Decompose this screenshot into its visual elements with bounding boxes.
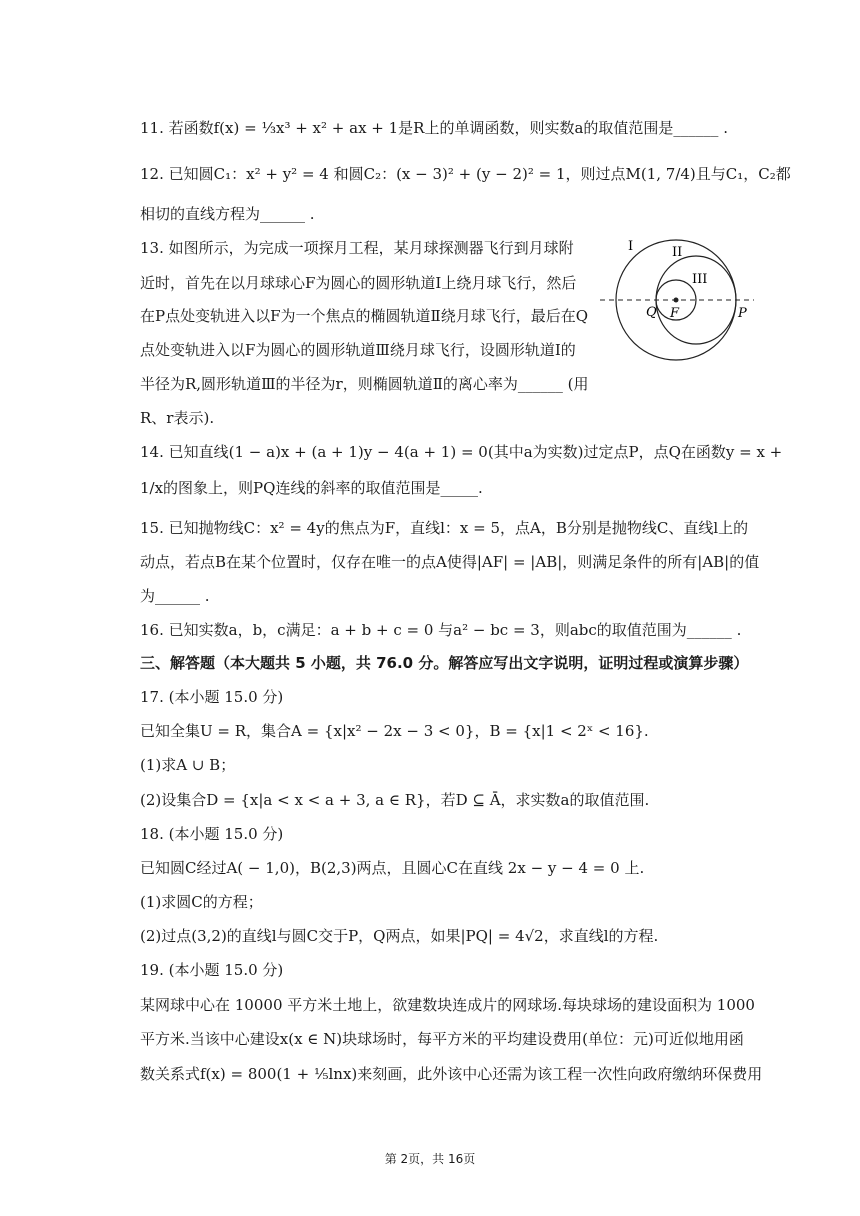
q19-line1: 某网球中心在 10000 平方米土地上，欲建数块连成片的网球场.每块球场的建设面积为 1000 <box>140 996 755 1014</box>
q18-header: 18. (本小题 15.0 分) <box>140 825 284 843</box>
q14-line2: 1/x的图象上，则PQ连线的斜率的取值范围是_____. <box>140 479 483 497</box>
label-I: I <box>628 239 634 254</box>
label-Q: Q <box>646 305 657 320</box>
q18-part1: (1)求圆C的方程； <box>140 893 263 911</box>
q11: 11. 若函数f(x) = ⅓x³ + x² + ax + 1是R上的单调函数，则实数a的取值范围是______ . <box>140 119 728 137</box>
label-III: III <box>692 272 708 287</box>
q19-line3: 数关系式f(x) = 800(1 + ⅕lnx)来刻画，此外该中心还需为该工程一次性向政府缴纳环保费用 <box>140 1065 763 1083</box>
q16: 16. 已知实数a，b，c满足：a + b + c = 0 与a² − bc = 3，则abc的取值范围为______ . <box>140 621 742 639</box>
label-F: F <box>670 306 680 321</box>
section-heading: 三、解答题（本大题共 5 小题，共 76.0 分。解答应写出文字说明，证明过程或演算步骤） <box>140 654 749 672</box>
q17-stem: 已知全集U = R，集合A = {x|x² − 2x − 3 < 0}，B = {x|1 < 2ˣ < 16}. <box>140 722 649 740</box>
q18-part2: (2)过点(3,2)的直线l与圆C交于P，Q两点，如果|PQ| = 4√2，求直线l的方程. <box>140 927 659 945</box>
q19-header: 19. (本小题 15.0 分) <box>140 961 284 979</box>
q13-line4: 点处变轨进入以F为圆心的圆形轨道Ⅲ绕月球飞行，设圆形轨道Ⅰ的 <box>140 341 576 359</box>
q19-line2: 平方米.当该中心建设x(x ∈ N)块球场时，每平方米的平均建设费用(单位：元)可近似地用函 <box>140 1030 744 1048</box>
orbit-diagram <box>596 230 756 370</box>
q15-line2: 动点，若点B在某个位置时，仅存在唯一的点A使得|AF| = |AB|，则满足条件的所有|AB|的值 <box>140 553 760 571</box>
q13-line1: 13. 如图所示，为完成一项探月工程，某月球探测器飞行到月球附 <box>140 239 574 257</box>
q13-line2: 近时，首先在以月球球心F为圆心的圆形轨道Ⅰ上绕月球飞行，然后 <box>140 274 577 292</box>
q17-part1: (1)求A ∪ B； <box>140 756 236 774</box>
q17-part2: (2)设集合D = {x|a < x < a + 3, a ∈ R}，若D ⊆ Ā，求实数a的取值范围. <box>140 791 650 809</box>
q12-line1: 12. 已知圆C₁：x² + y² = 4 和圆C₂：(x − 3)² + (y − 2)² = 1，则过点M(1, 7/4)且与C₁，C₂都 <box>140 165 791 183</box>
focus-point <box>674 298 679 303</box>
q13-line3: 在P点处变轨进入以F为一个焦点的椭圆轨道Ⅱ绕月球飞行，最后在Q <box>140 307 588 325</box>
label-P: P <box>738 306 747 321</box>
q12-line2: 相切的直线方程为______ . <box>140 205 315 223</box>
page-footer: 第 2页，共 16页 <box>384 1152 476 1166</box>
q14-line1: 14. 已知直线(1 − a)x + (a + 1)y − 4(a + 1) = 0(其中a为实数)过定点P，点Q在函数y = x + <box>140 443 783 461</box>
q17-header: 17. (本小题 15.0 分) <box>140 688 284 706</box>
q13-line5: 半径为R,圆形轨道Ⅲ的半径为r，则椭圆轨道Ⅱ的离心率为______ (用 <box>140 375 589 393</box>
q18-stem: 已知圆C经过A( − 1,0)，B(2,3)两点，且圆心C在直线 2x − y − 4 = 0 上. <box>140 859 645 877</box>
q15-line1: 15. 已知抛物线C：x² = 4y的焦点为F，直线l：x = 5，点A，B分别是抛物线C、直线l上的 <box>140 519 749 537</box>
q13-line6: R、r表示). <box>140 409 215 427</box>
label-II: II <box>672 245 683 260</box>
q15-line3: 为______ . <box>140 587 210 605</box>
